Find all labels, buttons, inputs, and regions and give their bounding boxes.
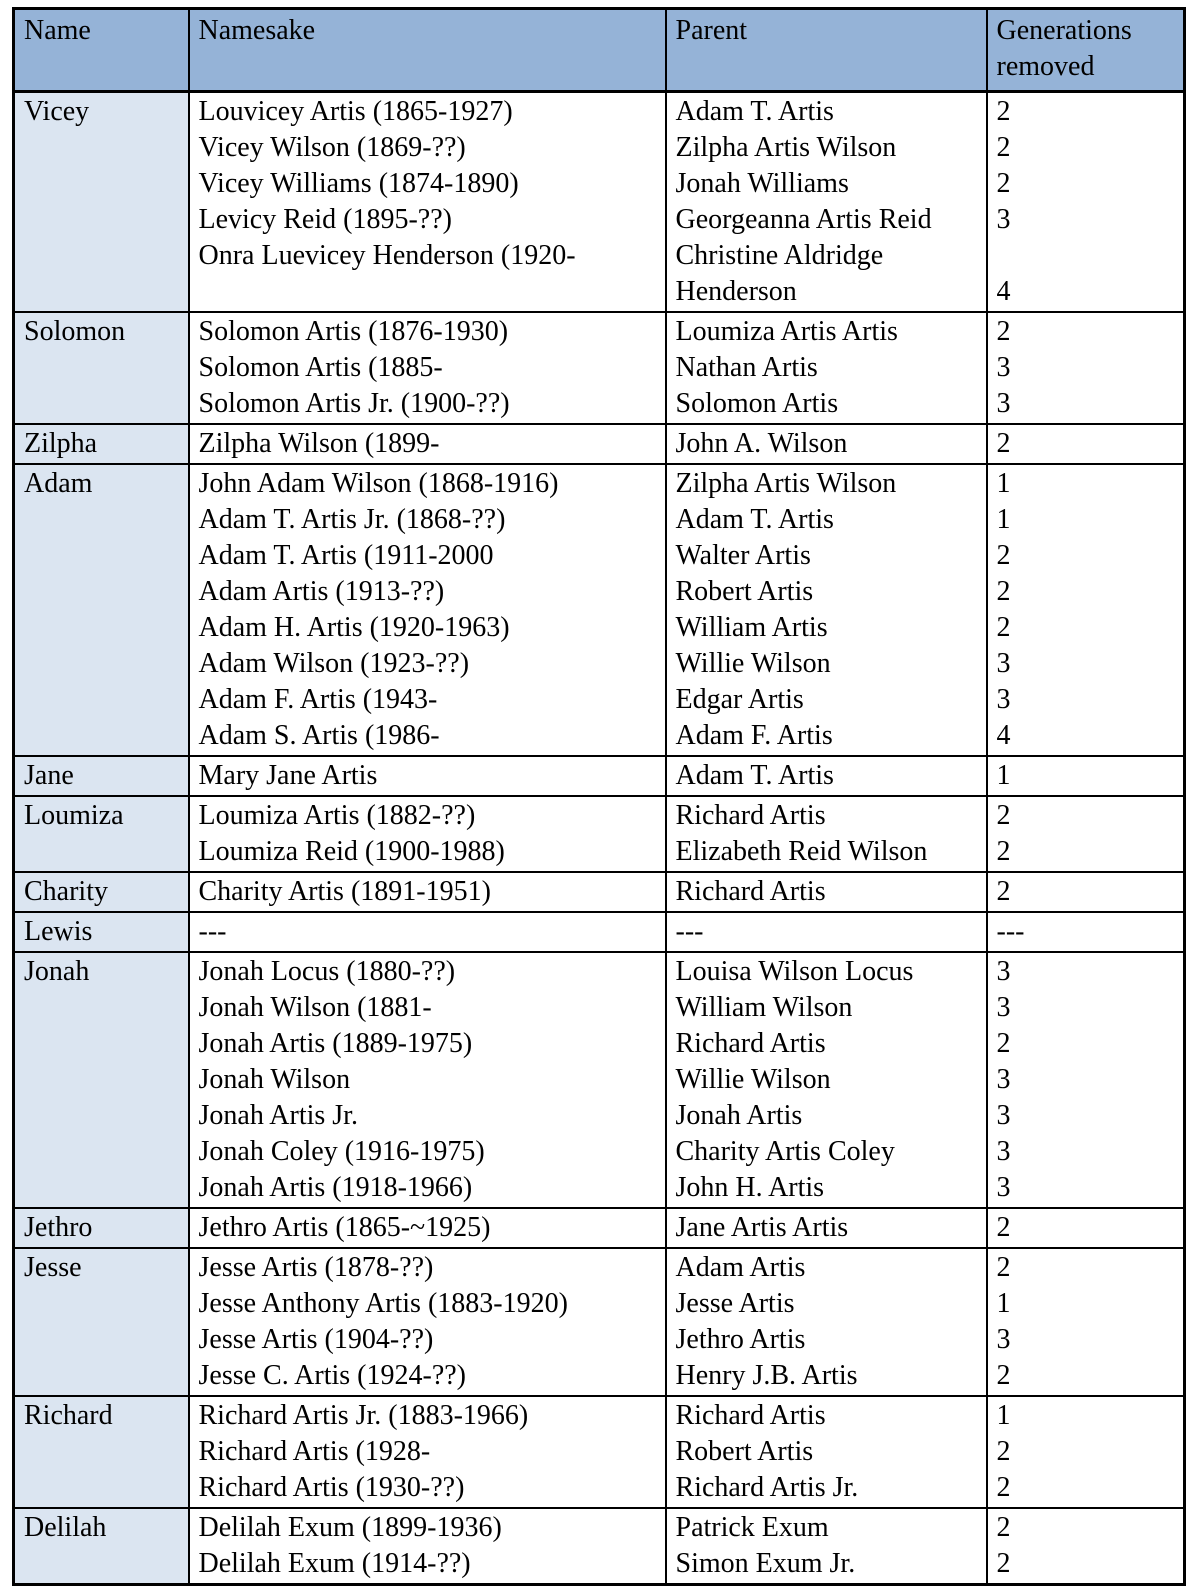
name-cell xyxy=(14,1248,189,1396)
parent-line: Willie Wilson xyxy=(675,648,831,679)
parent-line: Jane Artis Artis xyxy=(675,1212,849,1243)
namesake-table xyxy=(12,7,1186,1586)
parent-line: William Artis xyxy=(675,612,828,643)
parent-line: Edgar Artis xyxy=(675,684,804,715)
generations-cell xyxy=(987,952,1185,1208)
table-row xyxy=(14,464,1185,756)
namesake-line: Richard Artis Jr. (1883-1966) xyxy=(198,1400,529,1431)
name-label: Delilah xyxy=(24,1512,107,1543)
name-label: Jethro xyxy=(24,1212,93,1243)
table-row xyxy=(14,1248,1185,1396)
name-cell xyxy=(14,952,189,1208)
table-row xyxy=(14,912,1185,952)
namesake-line: Jonah Artis (1889-1975) xyxy=(198,1028,473,1059)
generations-value: 3 xyxy=(996,648,1011,679)
generations-value: 2 xyxy=(996,168,1011,199)
parent-line: Loumiza Artis Artis xyxy=(675,316,898,347)
parent-line: Robert Artis xyxy=(675,1436,814,1467)
parent-line: John H. Artis xyxy=(675,1172,825,1203)
table-row xyxy=(14,92,1185,313)
parent-line: Zilpha Artis Wilson xyxy=(675,468,897,499)
generations-value: 2 xyxy=(996,1212,1011,1243)
name-cell xyxy=(14,464,189,756)
namesake-cell xyxy=(189,912,666,952)
generations-cell xyxy=(987,312,1185,424)
parent-line: Patrick Exum xyxy=(675,1512,829,1543)
parent-cell xyxy=(666,1208,987,1248)
namesake-line: Adam T. Artis Jr. (1868-??) xyxy=(198,504,506,535)
name-label: Jane xyxy=(24,760,74,791)
namesake-cell xyxy=(189,312,666,424)
parent-line: Charity Artis Coley xyxy=(675,1136,895,1167)
generations-cell xyxy=(987,424,1185,464)
namesake-line: Jesse Artis (1878-??) xyxy=(198,1252,434,1283)
parent-line: William Wilson xyxy=(675,992,853,1023)
namesake-line: Delilah Exum (1914-??) xyxy=(198,1548,471,1579)
column-header-parent: Parent xyxy=(666,9,987,92)
generations-value: 3 xyxy=(996,204,1011,235)
table-row xyxy=(14,952,1185,1208)
table-header xyxy=(14,9,1185,92)
name-label: Richard xyxy=(24,1400,113,1431)
generations-value: 3 xyxy=(996,388,1011,419)
generations-value: 3 xyxy=(996,1100,1011,1131)
header-row xyxy=(14,9,1185,92)
namesake-line: Adam T. Artis (1911-2000 xyxy=(198,540,494,571)
generations-cell xyxy=(987,92,1185,313)
generations-value: 2 xyxy=(996,1548,1011,1579)
namesake-line: Solomon Artis (1885- xyxy=(198,352,443,383)
namesake-cell xyxy=(189,424,666,464)
namesake-line: Jonah Artis Jr. xyxy=(198,1100,358,1131)
generations-value: 4 xyxy=(996,720,1011,751)
name-cell xyxy=(14,756,189,796)
namesake-line: Zilpha Wilson (1899- xyxy=(198,428,440,459)
generations-value: 2 xyxy=(996,576,1011,607)
parent-line: --- xyxy=(675,916,704,947)
generations-cell xyxy=(987,872,1185,912)
generations-value: 3 xyxy=(996,1064,1011,1095)
parent-line: Walter Artis xyxy=(675,540,811,571)
generations-value: 2 xyxy=(996,96,1011,127)
name-cell xyxy=(14,796,189,872)
generations-value: 2 xyxy=(996,1472,1011,1503)
namesake-line: Levicy Reid (1895-??) xyxy=(198,204,452,235)
namesake-cell xyxy=(189,756,666,796)
namesake-line: Mary Jane Artis xyxy=(198,760,378,791)
column-header-namesake: Namesake xyxy=(189,9,666,92)
name-cell xyxy=(14,424,189,464)
parent-cell xyxy=(666,952,987,1208)
parent-cell xyxy=(666,312,987,424)
name-label: Lewis xyxy=(24,916,93,947)
name-cell xyxy=(14,92,189,313)
parent-line: Louisa Wilson Locus xyxy=(675,956,914,987)
parent-cell xyxy=(666,92,987,313)
generations-value: 2 xyxy=(996,1512,1011,1543)
name-label: Loumiza xyxy=(24,800,124,831)
namesake-line: --- xyxy=(198,916,227,947)
generations-value: 1 xyxy=(996,504,1011,535)
generations-cell xyxy=(987,756,1185,796)
namesake-line: Richard Artis (1928- xyxy=(198,1436,431,1467)
namesake-line: Charity Artis (1891-1951) xyxy=(198,876,491,907)
name-label: Jesse xyxy=(24,1252,82,1283)
parent-line: Jonah Williams xyxy=(675,168,849,199)
parent-cell xyxy=(666,424,987,464)
generations-value: 2 xyxy=(996,316,1011,347)
namesake-line: Jonah Locus (1880-??) xyxy=(198,956,456,987)
parent-cell xyxy=(666,872,987,912)
generations-value: 2 xyxy=(996,836,1011,867)
generations-cell xyxy=(987,1508,1185,1585)
namesake-line: Adam S. Artis (1986- xyxy=(198,720,440,751)
parent-line: Richard Artis Jr. xyxy=(675,1472,859,1503)
namesake-cell xyxy=(189,1248,666,1396)
generations-value: 2 xyxy=(996,612,1011,643)
parent-line: Christine Aldridge xyxy=(675,240,884,271)
parent-line: Richard Artis xyxy=(675,876,826,907)
table-row xyxy=(14,424,1185,464)
table-row xyxy=(14,312,1185,424)
generations-value: 2 xyxy=(996,876,1011,907)
parent-line: Solomon Artis xyxy=(675,388,839,419)
generations-value: 3 xyxy=(996,992,1011,1023)
generations-value: 1 xyxy=(996,468,1011,499)
namesake-line: Vicey Williams (1874-1890) xyxy=(198,168,519,199)
parent-line: Simon Exum Jr. xyxy=(675,1548,856,1579)
generations-value: 3 xyxy=(996,352,1011,383)
namesake-cell xyxy=(189,92,666,313)
namesake-line: Solomon Artis Jr. (1900-??) xyxy=(198,388,510,419)
namesake-line: John Adam Wilson (1868-1916) xyxy=(198,468,559,499)
generations-cell xyxy=(987,1248,1185,1396)
namesake-line: Adam F. Artis (1943- xyxy=(198,684,438,715)
parent-cell xyxy=(666,796,987,872)
parent-line: Jesse Artis xyxy=(675,1288,795,1319)
namesake-cell xyxy=(189,952,666,1208)
parent-cell xyxy=(666,1248,987,1396)
generations-value: 4 xyxy=(996,276,1011,307)
table-row xyxy=(14,756,1185,796)
namesake-line: Jesse C. Artis (1924-??) xyxy=(198,1360,467,1391)
parent-line: Adam T. Artis xyxy=(675,760,834,791)
parent-line: Zilpha Artis Wilson xyxy=(675,132,897,163)
generations-value: 2 xyxy=(996,1028,1011,1059)
table-row xyxy=(14,1508,1185,1585)
name-label: Adam xyxy=(24,468,93,499)
generations-value: 2 xyxy=(996,1436,1011,1467)
generations-value: 2 xyxy=(996,1252,1011,1283)
namesake-line: Jonah Artis (1918-1966) xyxy=(198,1172,473,1203)
generations-cell xyxy=(987,464,1185,756)
parent-line: Adam T. Artis xyxy=(675,504,834,535)
parent-cell xyxy=(666,464,987,756)
parent-line: Richard Artis xyxy=(675,800,826,831)
generations-value: 2 xyxy=(996,800,1011,831)
parent-line: Elizabeth Reid Wilson xyxy=(675,836,928,867)
namesake-line: Loumiza Reid (1900-1988) xyxy=(198,836,505,867)
generations-value: 1 xyxy=(996,760,1011,791)
parent-cell xyxy=(666,1396,987,1508)
namesake-line: Solomon Artis (1876-1930) xyxy=(198,316,509,347)
parent-line: Jethro Artis xyxy=(675,1324,806,1355)
generations-value: 2 xyxy=(996,540,1011,571)
namesake-line: Vicey Wilson (1869-??) xyxy=(198,132,466,163)
namesake-cell xyxy=(189,872,666,912)
generations-value: --- xyxy=(996,916,1025,947)
parent-line: Willie Wilson xyxy=(675,1064,831,1095)
name-cell xyxy=(14,1208,189,1248)
generations-value: 3 xyxy=(996,1172,1011,1203)
generations-cell xyxy=(987,1208,1185,1248)
parent-line: Adam T. Artis xyxy=(675,96,834,127)
generations-value: 3 xyxy=(996,956,1011,987)
name-label: Charity xyxy=(24,876,108,907)
namesake-line: Richard Artis (1930-??) xyxy=(198,1472,465,1503)
table-body xyxy=(14,92,1185,1585)
namesake-line: Jonah Wilson (1881- xyxy=(198,992,432,1023)
parent-line: Richard Artis xyxy=(675,1400,826,1431)
generations-value: 3 xyxy=(996,1136,1011,1167)
generations-value: 1 xyxy=(996,1288,1011,1319)
table-row xyxy=(14,1208,1185,1248)
namesake-line: Adam H. Artis (1920-1963) xyxy=(198,612,510,643)
name-label: Jonah xyxy=(24,956,90,987)
generations-value: 1 xyxy=(996,1400,1011,1431)
generations-value: 3 xyxy=(996,684,1011,715)
generations-cell xyxy=(987,796,1185,872)
namesake-line: Adam Artis (1913-??) xyxy=(198,576,445,607)
generations-value: 2 xyxy=(996,1360,1011,1391)
generations-cell xyxy=(987,1396,1185,1508)
namesake-cell xyxy=(189,1396,666,1508)
parent-cell xyxy=(666,1508,987,1585)
namesake-line: Jesse Artis (1904-??) xyxy=(198,1324,434,1355)
namesake-cell xyxy=(189,796,666,872)
name-cell xyxy=(14,312,189,424)
generations-value xyxy=(997,238,1176,274)
parent-line: Henry J.B. Artis xyxy=(675,1360,858,1391)
namesake-cell xyxy=(189,1508,666,1585)
namesake-cell xyxy=(189,464,666,756)
parent-line: Nathan Artis xyxy=(675,352,818,383)
namesake-line: Jesse Anthony Artis (1883-1920) xyxy=(198,1288,568,1319)
namesake-line: Loumiza Artis (1882-??) xyxy=(198,800,476,831)
name-cell xyxy=(14,1508,189,1585)
table-row xyxy=(14,1396,1185,1508)
column-header-generations-removed: Generations removed xyxy=(987,9,1185,92)
namesake-line: Louvicey Artis (1865-1927) xyxy=(198,96,513,127)
generations-value: 2 xyxy=(996,428,1011,459)
namesake-line: Delilah Exum (1899-1936) xyxy=(198,1512,502,1543)
generations-value: 2 xyxy=(996,132,1011,163)
table-row xyxy=(14,872,1185,912)
parent-line: Adam F. Artis xyxy=(675,720,833,751)
namesake-cell xyxy=(189,1208,666,1248)
column-header-name: Name xyxy=(14,9,189,92)
parent-line: Adam Artis xyxy=(675,1252,806,1283)
namesake-line: Onra Luevicey Henderson (1920- xyxy=(198,240,576,271)
table-row xyxy=(14,796,1185,872)
name-cell xyxy=(14,872,189,912)
namesake-line: Adam Wilson (1923-??) xyxy=(198,648,470,679)
name-cell xyxy=(14,912,189,952)
name-label: Solomon xyxy=(24,316,126,347)
name-cell xyxy=(14,1396,189,1508)
parent-line: Jonah Artis xyxy=(675,1100,803,1131)
namesake-line: Jethro Artis (1865-~1925) xyxy=(198,1212,491,1243)
parent-cell xyxy=(666,912,987,952)
namesake-line: Jonah Coley (1916-1975) xyxy=(198,1136,485,1167)
parent-line: Henderson xyxy=(675,276,797,307)
parent-line: John A. Wilson xyxy=(675,428,848,459)
parent-line: Richard Artis xyxy=(675,1028,826,1059)
parent-line: Georgeanna Artis Reid xyxy=(675,204,932,235)
generations-value: 3 xyxy=(996,1324,1011,1355)
namesake-line: Jonah Wilson xyxy=(198,1064,351,1095)
parent-line: Robert Artis xyxy=(675,576,814,607)
generations-cell xyxy=(987,912,1185,952)
name-label: Vicey xyxy=(24,96,90,127)
name-label: Zilpha xyxy=(24,428,98,459)
parent-cell xyxy=(666,756,987,796)
